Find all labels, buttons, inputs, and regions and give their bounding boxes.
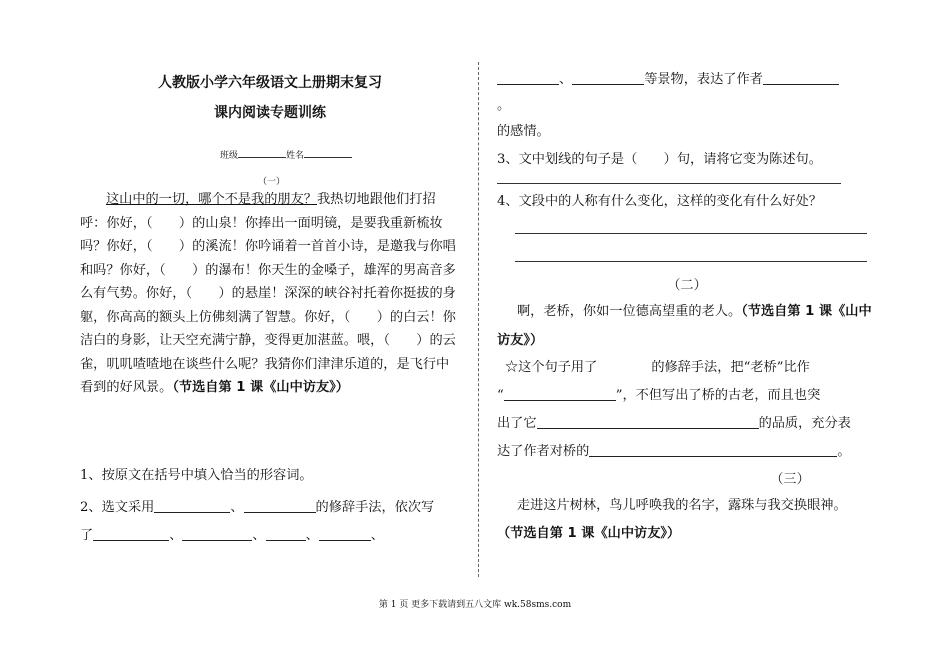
q2-text-a: 2、选文采用 [80, 500, 155, 515]
question-3: 3、文中划线的句子是（ ）句，请将它变为陈述句。 [497, 152, 822, 167]
s2-task-line-1 [497, 354, 880, 383]
page-footer: 第 1 页 更多下载请到五八文库 wk.58sms.com [378, 600, 572, 610]
q2-continuation [497, 66, 872, 95]
q2-blank-1[interactable] [154, 498, 230, 513]
q2-blank-6[interactable] [319, 526, 371, 541]
passage-2-source: （节选自第 1 课《山中访友》） [497, 304, 872, 348]
s2-task-e: 的品质，充分表 [758, 416, 851, 431]
section-number-3: （三） [770, 472, 810, 487]
right-column [497, 62, 872, 582]
section-number-1: （一） [258, 177, 286, 187]
s2-blank-4[interactable] [589, 442, 837, 457]
name-blank[interactable] [304, 148, 352, 158]
s2-task-d: 出了它 [497, 416, 537, 431]
s2-quote-open: “ [497, 388, 504, 403]
s2-blank-3[interactable] [537, 414, 759, 429]
q4-answer-line-2[interactable] [515, 261, 867, 262]
passage-1 [80, 188, 460, 400]
question-1: 1、按原文在括号中填入恰当的形容词。 [80, 468, 313, 483]
name-label: 姓名 [286, 151, 305, 161]
s2-task-b: 的修辞手法，把“老桥”比作 [651, 360, 810, 375]
q2-cont-sep: 、 [559, 72, 573, 87]
q2-sep: 、 [305, 528, 319, 543]
column-divider [478, 62, 479, 577]
s2-task-g: 。 [837, 444, 851, 459]
passage-3: 走进这片树林，鸟儿呼唤我的名字，露珠与我交换眼神。 [517, 498, 847, 513]
s2-task-line-3 [497, 410, 872, 439]
underlined-sentence: 这山中的一切，哪个不是我的朋友？ [106, 192, 317, 207]
q2-text-b: 的修辞手法，依次写 [315, 500, 435, 515]
class-label: 班级 [220, 151, 239, 161]
q2-blank-3[interactable] [93, 526, 169, 541]
q2-period: 。 [497, 98, 511, 113]
q4-answer-line-1[interactable] [515, 233, 867, 234]
section-number-2: （二） [667, 278, 707, 293]
passage-1-text: 我热切地跟他们打招呼：你好，（ ）的山泉！你捧出一面明镜，是要我重新梳妆吗？你好，（ ）的溪流！你吟诵着一首首小诗，是邀我与你唱和吗？你好，（ ）的瀑布！你天生的金嗓子，雄浑的男高音多么有气势。你好，（ ）的悬崖！深深的峡谷衬托着你挺拔的身躯，你高高的额头上仿佛刻满了智慧。你好，（ ）的白云！你洁白的身影，让天空充满宁静，变得更加湛蓝。喂，（ ）的云雀，叽叽喳喳地在谈些什么呢？我猜你们津津乐道的，是飞行中看到的好风景。 [80, 192, 456, 395]
left-column [80, 62, 460, 582]
q2-tail: 的感情。 [497, 124, 550, 139]
s2-task-line-2 [497, 382, 872, 411]
class-blank[interactable] [238, 148, 286, 158]
q3-answer-line[interactable] [497, 183, 841, 184]
q2-blank-2[interactable] [244, 498, 316, 513]
page-subtitle: 课内阅读专题训练 [214, 105, 326, 121]
s2-task-a: ☆这个句子用了 [505, 360, 598, 375]
passage-1-source: （节选自第 1 课《山中访友》） [172, 380, 349, 395]
q2-sep: 、 [169, 528, 183, 543]
question-2 [80, 496, 434, 520]
question-4: 4、文段中的人称有什么变化，这样的变化有什么好处？ [497, 194, 822, 209]
class-name-line [220, 148, 352, 161]
q2-sep: 、 [230, 500, 244, 515]
q2-blank-8[interactable] [572, 70, 644, 85]
q2-blank-7[interactable] [497, 70, 559, 85]
passage-2 [497, 298, 872, 355]
q2-blank-9[interactable] [763, 70, 839, 85]
passage-2-text: 啊，老桥，你如一位德高望重的老人。 [517, 304, 742, 319]
s2-task-line-4 [497, 438, 872, 467]
q2-blank-4[interactable] [182, 526, 252, 541]
q2-end: 、 [370, 528, 384, 543]
q2-blank-5[interactable] [266, 526, 306, 541]
q2-sep: 、 [252, 528, 266, 543]
passage-3-source: （节选自第 1 课《山中访友》） [497, 526, 681, 541]
s2-blank-2[interactable] [504, 386, 616, 401]
s2-task-f: 达了作者对桥的 [497, 444, 590, 459]
q2-text-c: 了 [80, 528, 94, 543]
q2-cont-text: 等景物，表达了作者 [644, 72, 763, 87]
page-title: 人教版小学六年级语文上册期末复习 [158, 75, 382, 91]
question-2-line-2 [80, 524, 384, 548]
s2-task-c: ”，不但写出了桥的古老，而且也突 [615, 388, 821, 403]
